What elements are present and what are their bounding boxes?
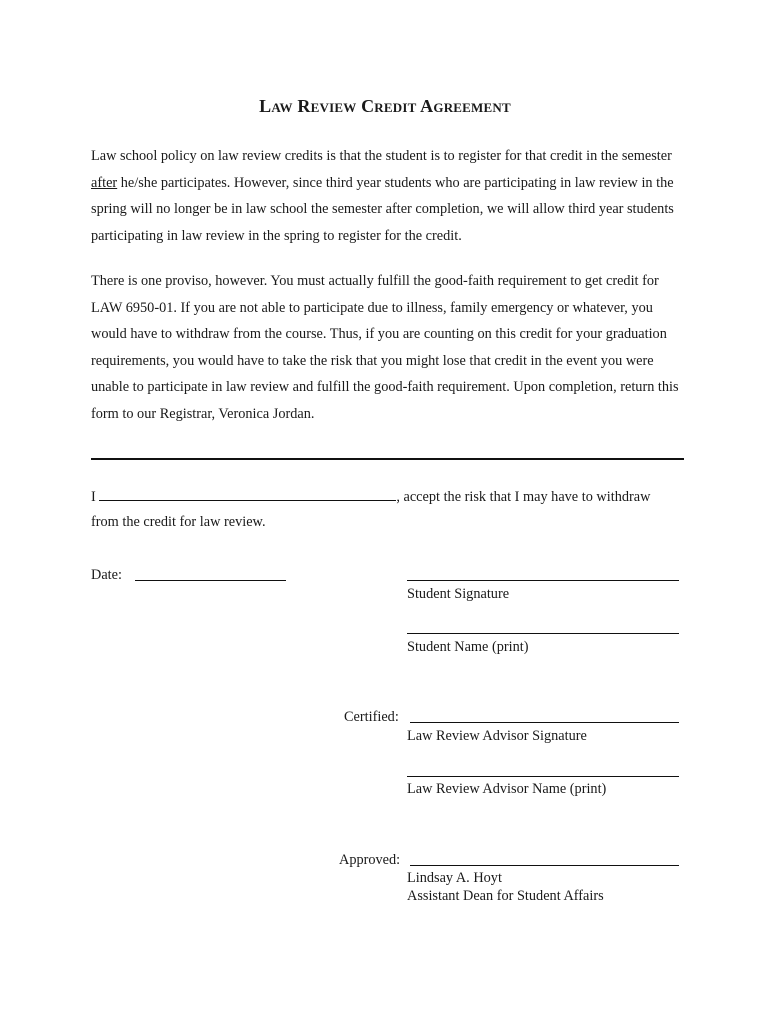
date-field[interactable] — [135, 580, 286, 581]
advisor-signature-field[interactable] — [410, 722, 679, 723]
student-signature-field[interactable] — [407, 580, 679, 581]
advisor-name-label: Law Review Advisor Name (print) — [407, 781, 607, 797]
section-divider — [91, 458, 684, 460]
policy-text-end: he/she participates. However, since third year students who are participating in law review in the spring will no longer be in law school the semester after completion, we will allow third year students participating in law review in the spring to register for the credit. — [91, 174, 674, 244]
document-title: Law Review Credit Agreement — [259, 96, 511, 116]
date-label: Date: — [91, 567, 122, 583]
student-name-field[interactable] — [407, 633, 679, 634]
student-name-label: Student Name (print) — [407, 639, 529, 655]
acceptance-suffix: , accept the risk that I may have to withdraw — [396, 489, 651, 505]
acceptor-name-field[interactable] — [99, 486, 396, 501]
approver-title: Assistant Dean for Student Affairs — [407, 888, 604, 904]
advisor-signature-label: Law Review Advisor Signature — [407, 728, 587, 744]
approval-signature-field[interactable] — [410, 865, 679, 866]
proviso-paragraph: There is one proviso, however. You must actually fulfill the good-faith requirement to get credit for LAW 6950-01. If you are not able to participate due to illness, family emergency or whatever, you would have to withdraw from the course. Thus, if you are counting on this credit for your graduation requirements, you would have to take the risk that you might lose that credit in the event you were unable to participate in law review and fulfill the good-faith requirement. Upon completion, return this form to our Registrar, Veronica Jordan. — [91, 273, 679, 422]
policy-text-start: Law school policy on law review credits is that the student is to register for that credit in the semester — [91, 148, 672, 164]
acceptance-prefix: I — [91, 489, 96, 505]
acceptance-line — [91, 486, 691, 506]
underlined-word-after: after — [91, 174, 118, 191]
advisor-name-field[interactable] — [407, 776, 679, 777]
approver-name: Lindsay A. Hoyt — [407, 870, 502, 886]
policy-paragraph — [91, 143, 691, 249]
certified-label: Certified: — [344, 709, 399, 725]
student-signature-label: Student Signature — [407, 586, 510, 602]
acceptance-continuation: from the credit for law review. — [91, 514, 266, 530]
approved-label: Approved: — [339, 852, 401, 868]
